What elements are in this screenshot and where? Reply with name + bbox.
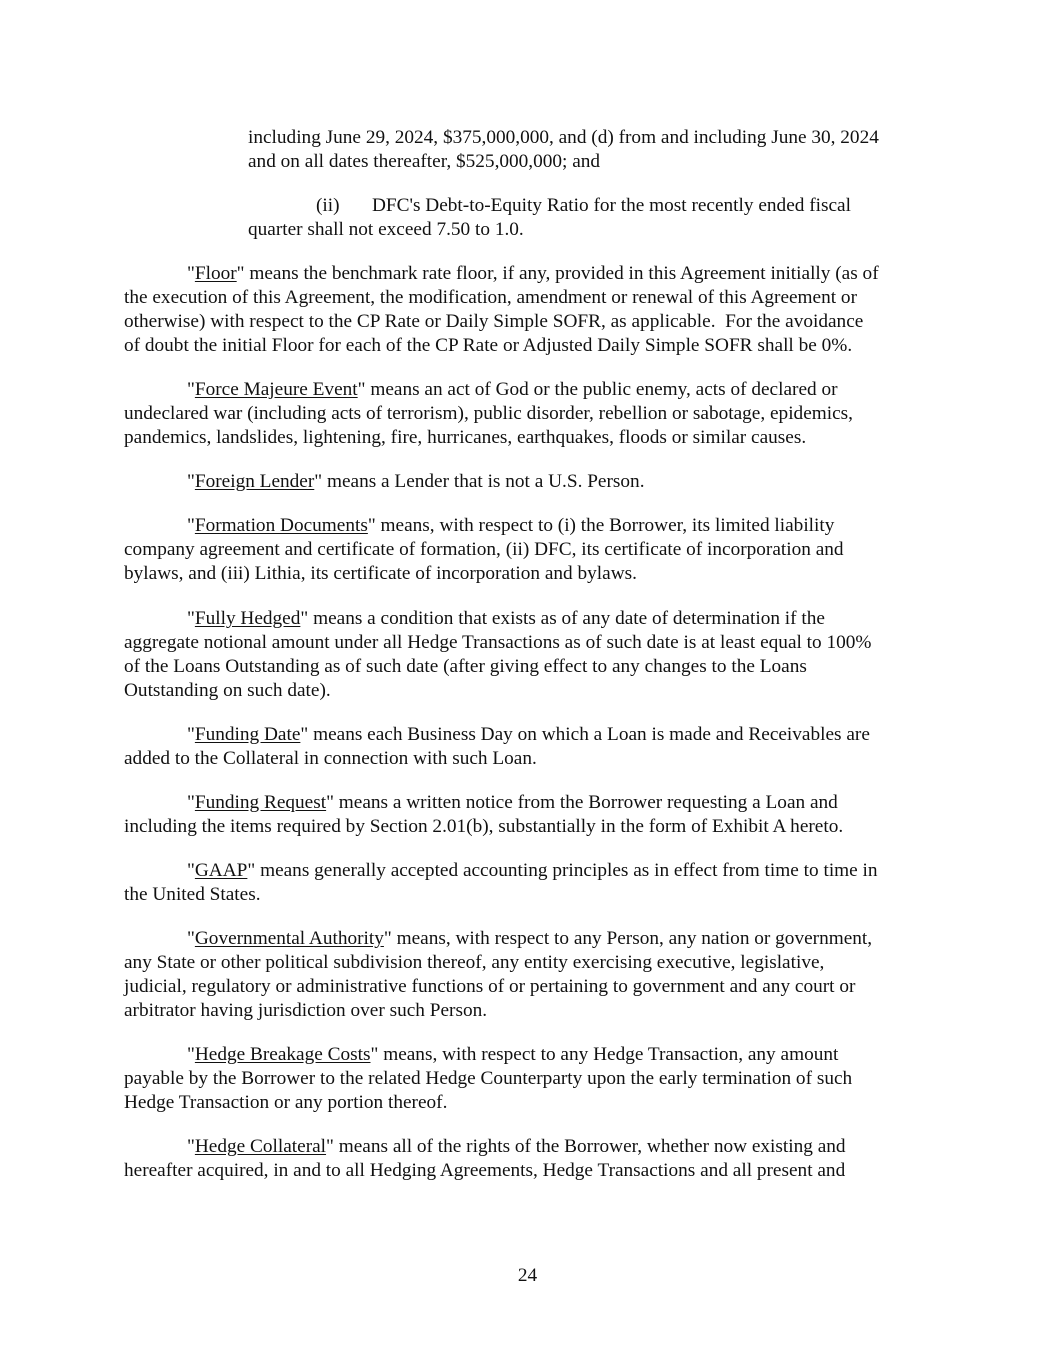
definition-line: of the Loans Outstanding as of such date (after giving effect to any changes to the Loans	[124, 656, 807, 677]
definition-line: arbitrator having jurisdiction over such Person.	[124, 1000, 488, 1021]
defined-term: Foreign Lender	[194, 471, 315, 492]
definition-first-line: "Hedge Breakage Costs" means, with respect to any Hedge Transaction, any amount	[187, 1044, 839, 1065]
definition-line: Outstanding on such date).	[124, 680, 331, 701]
definition-first-line: "Hedge Collateral" means all of the rights of the Borrower, whether now existing and	[187, 1136, 846, 1157]
item-label: (ii)	[316, 195, 340, 216]
definition-first-line: "Force Majeure Event" means an act of God or the public enemy, acts of declared or	[187, 379, 838, 400]
item-line-2: quarter shall not exceed 7.50 to 1.0.	[248, 219, 524, 240]
definition-first-line: "Foreign Lender" means a Lender that is not a U.S. Person.	[187, 471, 645, 492]
definition-first-line: "Formation Documents" means, with respect to (i) the Borrower, its limited liability	[187, 515, 835, 536]
definition-line: undeclared war (including acts of terrorism), public disorder, rebellion or sabotage, epidemics,	[124, 403, 853, 424]
defined-term: Funding Date	[194, 724, 301, 745]
item-line-1: DFC's Debt-to-Equity Ratio for the most recently ended fiscal	[372, 195, 851, 216]
definition-line: payable by the Borrower to the related Hedge Counterparty upon the early termination of such	[124, 1068, 853, 1089]
defined-term: Hedge Breakage Costs	[194, 1044, 371, 1065]
intro-line-1: including June 29, 2024, $375,000,000, and (d) from and including June 30, 2024	[248, 127, 879, 148]
defined-term: Funding Request	[194, 792, 327, 813]
definition-line: pandemics, landslides, lightening, fire, hurricanes, earthquakes, floods or similar causes.	[124, 427, 807, 448]
intro-line-2: and on all dates thereafter, $525,000,000; and	[248, 151, 601, 172]
defined-term: Governmental Authority	[194, 928, 384, 949]
definition-line: including the items required by Section 2.01(b), substantially in the form of Exhibit A hereto.	[124, 816, 844, 837]
definition-line: hereafter acquired, in and to all Hedging Agreements, Hedge Transactions and all present and	[124, 1160, 846, 1181]
definition-line: any State or other political subdivision thereof, any entity exercising executive, legislative,	[124, 952, 825, 973]
definition-line: judicial, regulatory or administrative functions of or pertaining to government and any court or	[124, 976, 856, 997]
definition-line: otherwise) with respect to the CP Rate or Daily Simple SOFR, as applicable. For the avoidance	[124, 311, 864, 332]
defined-term: Formation Documents	[194, 515, 368, 536]
definition-first-line: "Funding Date" means each Business Day on which a Loan is made and Receivables are	[187, 724, 870, 745]
definition-line: the United States.	[124, 884, 261, 905]
definition-first-line: "Governmental Authority" means, with respect to any Person, any nation or government,	[187, 928, 873, 949]
definition-line: the execution of this Agreement, the modification, amendment or renewal of this Agreement or	[124, 287, 857, 308]
defined-term: GAAP	[194, 860, 248, 881]
defined-term: Fully Hedged	[194, 608, 301, 629]
definition-line: bylaws, and (iii) Lithia, its certificate of incorporation and bylaws.	[124, 563, 637, 584]
definition-first-line: "Funding Request" means a written notice from the Borrower requesting a Loan and	[187, 792, 838, 813]
definition-line: aggregate notional amount under all Hedge Transactions as of such date is at least equal to 100%	[124, 632, 872, 653]
definition-first-line: "GAAP" means generally accepted accounting principles as in effect from time to time in	[187, 860, 878, 881]
definition-line: added to the Collateral in connection with such Loan.	[124, 748, 537, 769]
defined-term: Force Majeure Event	[194, 379, 358, 400]
definition-line: Hedge Transaction or any portion thereof.	[124, 1092, 448, 1113]
definition-first-line: "Fully Hedged" means a condition that exists as of any date of determination if the	[187, 608, 825, 629]
definition-line: company agreement and certificate of formation, (ii) DFC, its certificate of incorporation and	[124, 539, 844, 560]
defined-term: Floor	[194, 263, 237, 284]
definition-first-line: "Floor" means the benchmark rate floor, if any, provided in this Agreement initially (as of	[187, 263, 879, 284]
page-number: 24	[517, 1265, 538, 1286]
defined-term: Hedge Collateral	[194, 1136, 327, 1157]
definition-line: of doubt the initial Floor for each of the CP Rate or Adjusted Daily Simple SOFR shall be 0%.	[124, 335, 853, 356]
